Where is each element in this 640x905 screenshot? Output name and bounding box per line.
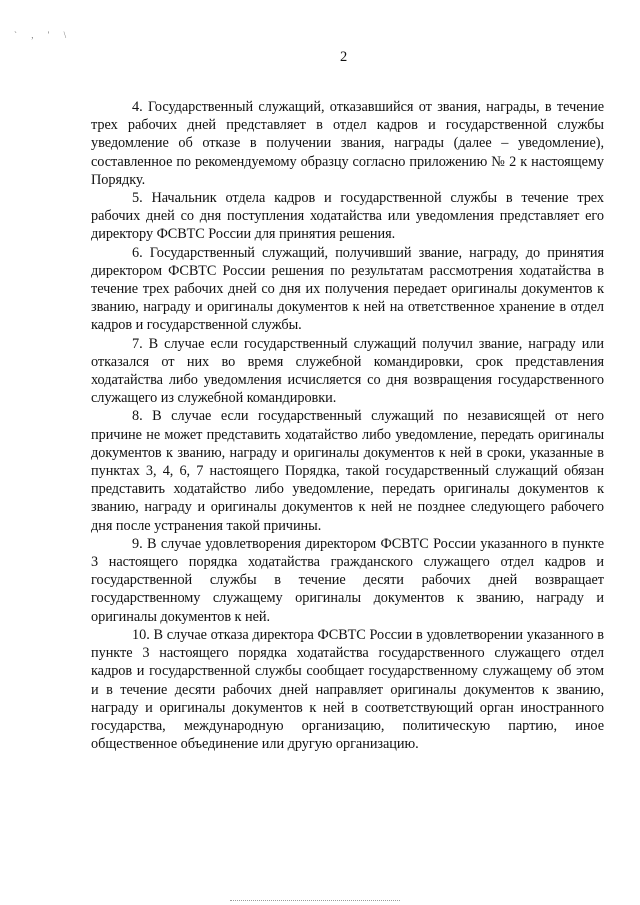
document-body — [91, 98, 604, 753]
paragraph-4: 4. Государственный служащий, отказавшийся от звания, награды, в течение трех рабочих дней представляет в отдел кадров и государственной службы уведомление об отказе в получении звания, награды (далее – уведомление), составленное по рекомендуемому образцу согласно приложению № 2 к настоящему Порядку. — [91, 99, 604, 188]
scan-bottom-edge — [230, 900, 400, 902]
paragraph-10: 10. В случае отказа директора ФСВТС России в удовлетворении указанного в пункте 3 настоящего порядка ходатайства государственного служащего отдел кадров и государственной службы сообщает государственному служащему об этом и в течение десяти рабочих дней направляет оригиналы документов к званию, награду и оригиналы документов к ней в соответствующий орган иностранного государства, международную организацию, политическую партию, иное общественное объединение или другую организацию. — [91, 626, 604, 753]
page-number: 2 — [340, 49, 348, 65]
paragraph-9: 9. В случае удовлетворения директором ФСВТС России указанного в пункте 3 настоящего порядка ходатайства гражданского служащего отдел кадров и государственной службы в течение десяти рабочих дней возвращает государственному служащему оригиналы документов к званию, награду и оригиналы документов к ней. — [91, 535, 604, 625]
paragraph-5: 5. Начальник отдела кадров и государственной службы в течение трех рабочих дней со дня поступления ходатайства или уведомления представляет его директору ФСВТС России для принятия решения. — [91, 190, 604, 243]
paragraph-7: 7. В случае если государственный служащий получил звание, награду или отказался от них во время служебной командировки, срок представления ходатайства либо уведомления исчисляется со дня возвращения государственного служащего из служебной командировки. — [91, 335, 604, 407]
paragraph-6: 6. Государственный служащий, получивший звание, награду, до принятия директором ФСВТС России решения по результатам рассмотрения ходатайства в течение трех рабочих дней со дня их получения передает оригиналы документов к званию, награду и оригиналы документов к ней на ответственное хранение в отдел кадров и государственной службы. — [91, 244, 604, 334]
paragraph-8: 8. В случае если государственный служащий по независящей от него причине не может представить ходатайство либо уведомление, передать оригиналы документов к званию, награду и оригиналы документов к ней в сроки, указанные в пунктах 3, 4, 6, 7 настоящего Порядка, такой государственный служащий обязан представить ходатайство либо уведомление, передать оригиналы документов к званию, награду и оригиналы документов к ней не позднее следующего рабочего дня после устранения такой причины. — [91, 408, 604, 534]
scan-artifact-marks: ` , ' \ — [14, 30, 73, 40]
